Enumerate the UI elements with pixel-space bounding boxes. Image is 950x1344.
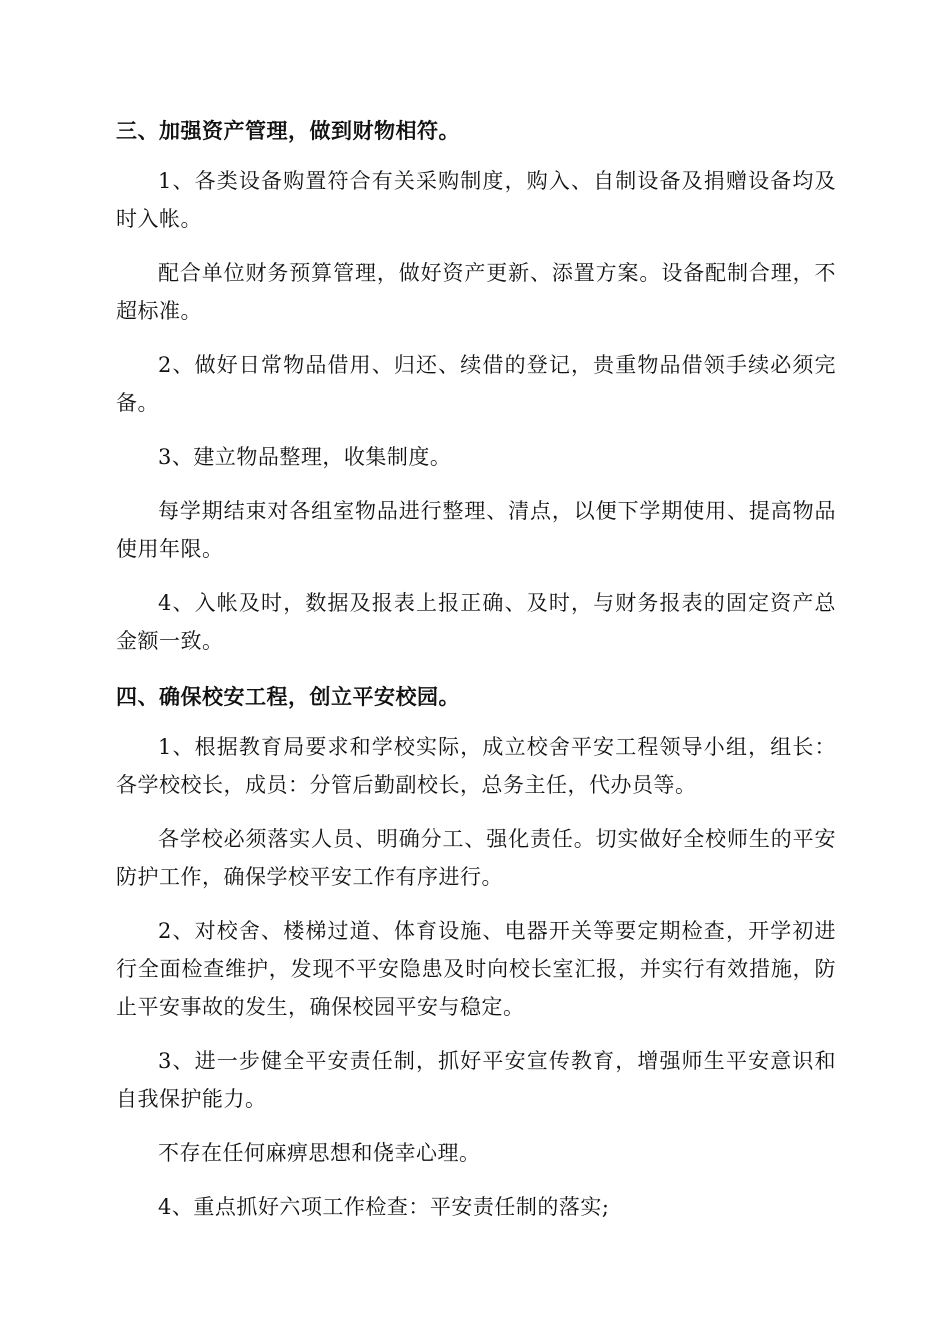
section-heading: 四、确保校安工程，创立平安校园。 [116,684,460,709]
paragraph: 1、根据教育局要求和学校实际，成立校舍平安工程领导小组，组长：各学校校长，成员：分管后勤副校长，总务主任，代办员等。 [116,735,836,797]
paragraph: 3、进一步健全平安责任制，抓好平安宣传教育，增强师生平安意识和自我保护能力。 [116,1049,836,1111]
paragraph: 每学期结束对各组室物品进行整理、清点，以便下学期使用、提高物品使用年限。 [116,499,836,561]
paragraph: 4、入帐及时，数据及报表上报正确、及时，与财务报表的固定资产总金额一致。 [116,591,836,653]
paragraph: 3、建立物品整理，收集制度。 [158,445,452,469]
paragraph: 各学校必须落实人员、明确分工、强化责任。切实做好全校师生的平安防护工作，确保学校平安工作有序进行。 [116,827,836,889]
paragraph: 不存在任何麻痹思想和侥幸心理。 [158,1141,481,1165]
paragraph: 2、对校舍、楼梯过道、体育设施、电器开关等要定期检查，开学初进行全面检查维护，发现不平安隐患及时向校长室汇报，并实行有效措施，防止平安事故的发生，确保校园平安与稳定。 [116,919,836,1019]
paragraph: 1、各类设备购置符合有关采购制度，购入、自制设备及捐赠设备均及时入帐。 [116,169,836,231]
paragraph: 4、重点抓好六项工作检查：平安责任制的落实; [158,1195,610,1219]
section-heading: 三、加强资产管理，做到财物相符。 [116,118,460,143]
section-three [116,110,836,660]
section-four [116,676,836,1226]
paragraph: 2、做好日常物品借用、归还、续借的登记，贵重物品借领手续必须完备。 [116,353,836,415]
paragraph: 配合单位财务预算管理，做好资产更新、添置方案。设备配制合理，不超标准。 [116,261,836,323]
document-body [116,110,836,1242]
